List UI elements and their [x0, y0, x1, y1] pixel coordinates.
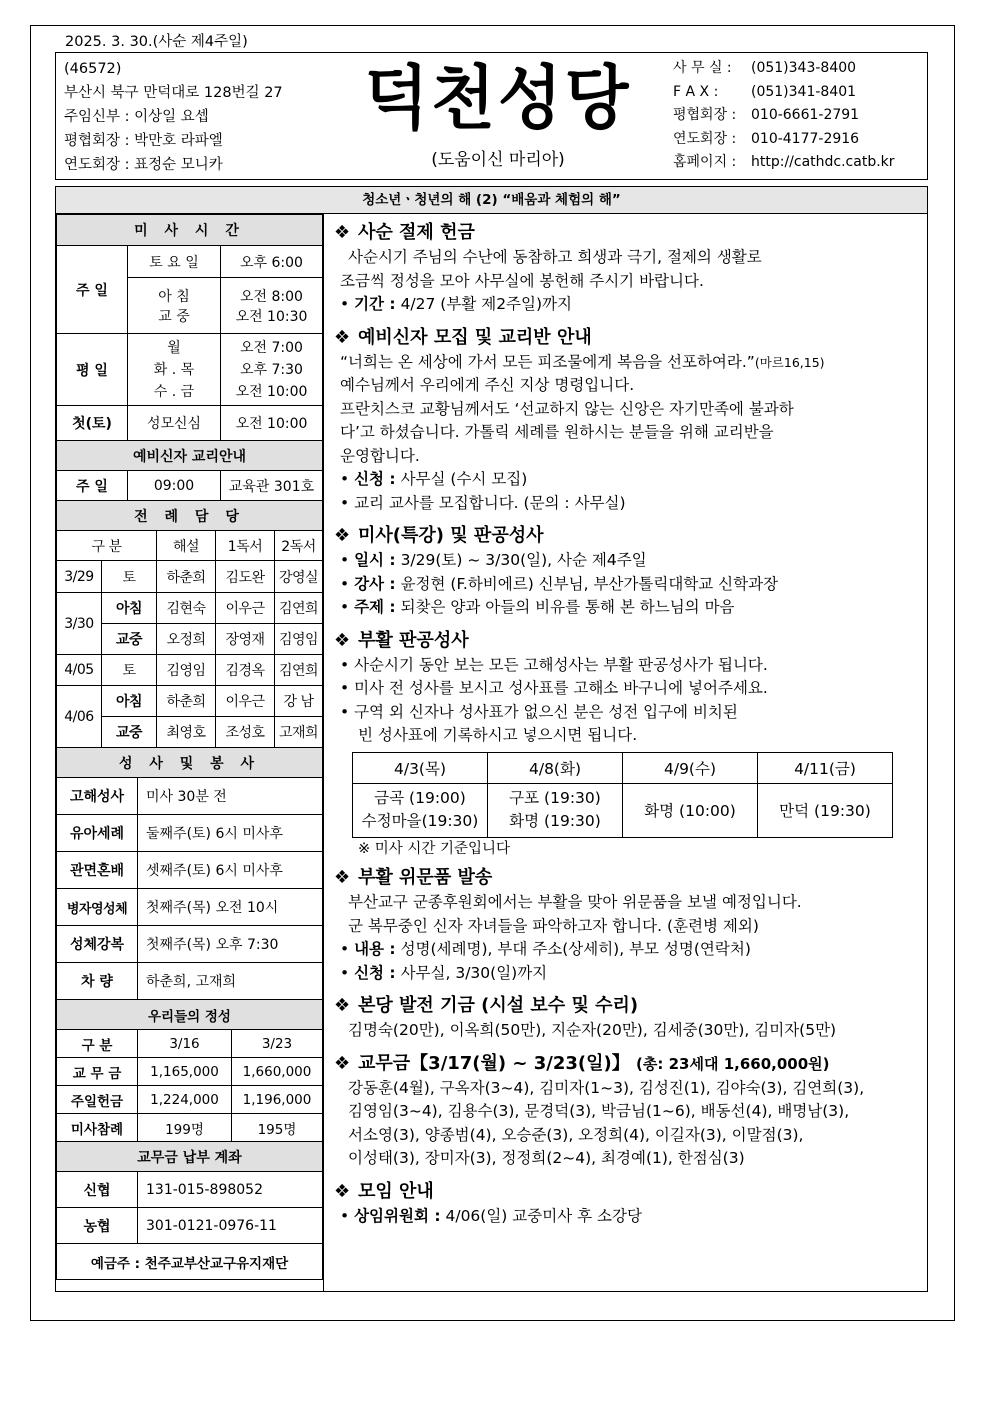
address: 부산시 북구 만덕대로 128번길 27 — [64, 85, 283, 101]
notice-bullet: • 미사 전 성사를 보시고 성사표를 고해소 바구니에 넣어주세요. — [340, 679, 768, 697]
sat-time: 오후 6:00 — [221, 246, 323, 278]
accounts-title: 교무금 납부 계좌 — [57, 1142, 323, 1172]
notice-text: 빈 성사표에 기록하시고 넣으시면 됩니다. — [358, 726, 638, 744]
sunday-label: 주 일 — [57, 246, 128, 334]
table-row: 3/30 아침 김현숙 이우근 김연희 — [57, 593, 323, 624]
notice-text: 이성태(3), 장미자(3), 정정희(2~4), 최경예(1), 한점심(3) — [348, 1149, 745, 1167]
contact-fax: F A X : (051)341-8401 — [673, 83, 857, 100]
federation-head: 연도회장 : 표정순 모니카 — [64, 157, 223, 173]
pastor: 주임신부 : 이상일 요셉 — [64, 109, 209, 125]
notice-text: 프란치스코 교황님께서도 ‘선교하지 않는 신앙은 자기만족에 불과하 — [340, 399, 794, 418]
notice-bullet: • 신청 : 사무실, 3/30(일)까지 — [340, 963, 548, 982]
catechumen-day: 주 일 — [57, 471, 128, 501]
notice-bullet: • 강사 : 윤정현 (F.하비에르) 신부님, 부산가톨릭대학교 신학과장 — [340, 574, 779, 593]
notice-bullet: • 일시 : 3/29(토) ~ 3/30(일), 사순 제4주일 — [340, 551, 647, 569]
table-row: 4/06 아침 하춘희 이우근 강 남 — [57, 686, 323, 717]
weekday-label: 평 일 — [57, 334, 128, 406]
heart-time: 오전 10:00 — [221, 406, 323, 441]
diamond-icon: ❖ — [334, 1052, 351, 1074]
contact-council: 평협회장 : 010-6661-2791 — [673, 107, 860, 123]
notice-dues-title: ❖ 교무금【3/17(월) ~ 3/23(일)】 (총: 23세대 1,660,000원) — [334, 1051, 922, 1077]
table-row: 유아세례 둘째주(토) 6시 미사후 — [57, 815, 323, 852]
table-row: 미사참례 199명 195명 — [57, 1114, 323, 1142]
table-row: 금곡 (19:00) 수정마을(19:30) 구포 (19:30) 화명 (19:30) 화명 (10:00) 만덕 (19:30) — [353, 783, 893, 837]
year-theme: 청소년ㆍ청년의 해 (2) “배움과 체험의 해” — [55, 186, 928, 214]
table-row: 성체강복 첫째주(목) 오후 7:30 — [57, 926, 323, 963]
liturgy-header-reading1: 1독서 — [216, 531, 275, 561]
diamond-icon: ❖ — [334, 222, 351, 243]
schedule-header: 4/9(수) — [623, 752, 758, 783]
table-row: 농협 301-0121-0976-11 — [57, 1208, 323, 1244]
catechumen-place: 교육관 301호 — [221, 471, 323, 501]
schedule-header: 4/11(금) — [758, 752, 893, 783]
parish-title: 덕천성당 — [364, 58, 632, 139]
offering-title: 우리들의 정성 — [57, 1000, 323, 1030]
notice-bullet: • 교리 교사를 모집합니다. (문의 : 사무실) — [340, 493, 626, 512]
offering-header-w1: 3/16 — [138, 1030, 232, 1058]
diamond-icon: ❖ — [334, 326, 351, 348]
notice-bullet: • 사순시기 동안 보는 모든 고해성사는 부활 판공성사가 됩니다. — [340, 655, 768, 674]
sat-label: 토 요 일 — [128, 246, 221, 278]
table-row: 주일헌금 1,224,000 1,196,000 — [57, 1086, 323, 1114]
notice-bullet: • 구역 외 신자나 성사표가 없으신 분은 성전 입구에 비치된 — [340, 702, 738, 721]
contact-federation: 연도회장 : 010-4177-2916 — [673, 130, 860, 147]
diamond-icon: ❖ — [334, 867, 351, 888]
mass-title: 미 사 시 간 — [57, 215, 323, 246]
notice-text: 예수님께서 우리에게 주신 지상 명령입니다. — [340, 376, 635, 394]
table-row: 3/29 토 하춘희 김도완 강영실 — [57, 561, 323, 593]
diamond-icon: ❖ — [334, 525, 351, 546]
notice-text: 부산교구 군종후원회에서는 부활을 맞아 위문품을 보낼 예정입니다. — [348, 893, 802, 911]
council-head: 평협회장 : 박만호 라파엘 — [64, 133, 223, 149]
notice-confession-title: ❖ 부활 판공성사 — [334, 628, 922, 654]
notice-bullet: • 상임위원회 : 4/06(일) 교중미사 후 소강당 — [340, 1206, 642, 1225]
offering-table — [56, 999, 323, 1142]
notice-bullet: • 주제 : 되찾은 양과 아들의 비유를 통해 본 하느님의 마음 — [340, 598, 735, 616]
notice-lent-title: ❖ 사순 절제 헌금 — [334, 220, 922, 246]
catechumen-title: 예비신자 교리안내 — [57, 441, 323, 471]
notice-text: 서소영(3), 양종범(4), 오승준(3), 오정희(4), 이길자(3), 이말점(3), — [348, 1125, 804, 1144]
weekday-mass-labels: 월 화 . 목 수 . 금 — [128, 334, 221, 406]
notice-text: 강동훈(4월), 구옥자(3~4), 김미자(1~3), 김성진(1), 김야숙(3), 김연희(3), — [348, 1078, 865, 1097]
postcode: (46572) — [64, 61, 122, 77]
sacraments-table — [56, 747, 323, 1000]
liturgy-header-comment: 해설 — [157, 531, 216, 561]
masthead — [55, 52, 928, 180]
notice-lecture-title: ❖ 미사(특강) 및 판공성사 — [334, 523, 922, 549]
issue-date: 2025. 3. 30.(사순 제4주일) — [65, 34, 248, 50]
notice-text: 조금씩 정성을 모아 사무실에 봉헌해 주시기 바랍니다. — [340, 271, 704, 290]
notice-text: “너희는 온 세상에 가서 모든 피조물에게 복음을 선포하여라.”(마르16,15) — [340, 352, 825, 371]
table-row: 고해성사 미사 30분 전 — [57, 778, 323, 815]
parish-info — [64, 57, 283, 177]
notice-meeting-title: ❖ 모임 안내 — [334, 1179, 922, 1205]
notice-text: 김명숙(20만), 이옥희(50만), 지순자(20만), 김세중(30만), 김미자(5만) — [348, 1021, 837, 1039]
schedule-note: ※ 미사 시간 기준입니다 — [358, 840, 511, 857]
table-row: 교중 최영호 조성호 고재희 — [57, 717, 323, 748]
liturgy-title: 전 례 담 당 — [57, 501, 323, 531]
liturgy-header-reading2: 2독서 — [275, 531, 323, 561]
diamond-icon: ❖ — [334, 629, 351, 651]
sacraments-title: 성 사 및 봉 사 — [57, 748, 323, 778]
first-sat-label: 첫(토) — [57, 406, 128, 441]
notice-text: 다’고 하셨습니다. 가톨릭 세례를 원하시는 분들을 위해 교리반을 — [340, 423, 774, 441]
notice-text: 운영합니다. — [340, 446, 420, 465]
notice-text: 사순시기 주님의 수난에 동참하고 희생과 극기, 절제의 생활로 — [348, 248, 762, 266]
table-row: 관면혼배 셋째주(토) 6시 미사후 — [57, 852, 323, 889]
weekday-mass-times: 오전 7:00 오후 7:30 오전 10:00 — [221, 334, 323, 406]
account-holder: 예금주 : 천주교부산교구유지재단 — [57, 1244, 323, 1280]
table-row: 병자영성체 첫째주(목) 오전 10시 — [57, 889, 323, 926]
liturgy-table — [56, 500, 323, 748]
heart-label: 성모신심 — [128, 406, 221, 441]
notices-column — [334, 220, 922, 1228]
contact-office: 사 무 실 : (051)343-8400 — [673, 60, 857, 76]
sunday-mass-labels: 아 침 교 중 — [128, 278, 221, 334]
diamond-icon: ❖ — [334, 995, 351, 1016]
table-row: 차 량 하춘희, 고재희 — [57, 963, 323, 1000]
table-row: 신협 131-015-898052 — [57, 1172, 323, 1208]
left-column — [56, 214, 324, 1291]
notice-text: 김영임(3~4), 김용수(3), 문경덕(3), 박금님(1~6), 배동선(4), 배명남(3), — [348, 1102, 850, 1120]
table-row: 교 무 금 1,165,000 1,660,000 — [57, 1058, 323, 1086]
schedule-header: 4/3(목) — [353, 752, 488, 783]
notice-bullet: • 내용 : 성명(세례명), 부대 주소(상세히), 부모 성명(연락처) — [340, 940, 751, 958]
notice-bullet: • 신청 : 사무실 (수시 모집) — [340, 470, 528, 488]
catechumen-time: 09:00 — [128, 471, 221, 501]
catechumen-table — [56, 440, 323, 501]
parish-subtitle: (도움이신 마리아) — [431, 150, 565, 170]
liturgy-header-div: 구 분 — [57, 531, 157, 561]
offering-header-w2: 3/23 — [232, 1030, 323, 1058]
diamond-icon: ❖ — [334, 1180, 351, 1202]
notice-catechumen-title: ❖ 예비신자 모집 및 교리반 안내 — [334, 325, 922, 351]
mass-times-table — [56, 214, 323, 441]
schedule-header: 4/8(화) — [488, 752, 623, 783]
sunday-mass-times: 오전 8:00 오전 10:30 — [221, 278, 323, 334]
table-row: 4/05 토 김영임 김경옥 김연희 — [57, 655, 323, 686]
confession-schedule-table — [352, 752, 893, 838]
notice-text: 군 복무중인 신자 자녀들을 파악하고자 합니다. (훈련병 제외) — [348, 916, 759, 935]
content-area — [55, 214, 928, 1292]
contact-list — [673, 57, 895, 175]
table-row: 교중 오정희 장영재 김영임 — [57, 624, 323, 655]
contact-homepage[interactable]: 홈페이지 : http://cathdc.catb.kr — [673, 154, 895, 170]
accounts-table — [56, 1141, 323, 1280]
notice-fund-title: ❖ 본당 발전 기금 (시설 보수 및 수리) — [334, 993, 922, 1019]
notice-gift-title: ❖ 부활 위문품 발송 — [334, 865, 922, 891]
notice-bullet: • 기간 : 4/27 (부활 제2주일)까지 — [340, 295, 572, 313]
offering-header-div: 구 분 — [57, 1030, 138, 1058]
